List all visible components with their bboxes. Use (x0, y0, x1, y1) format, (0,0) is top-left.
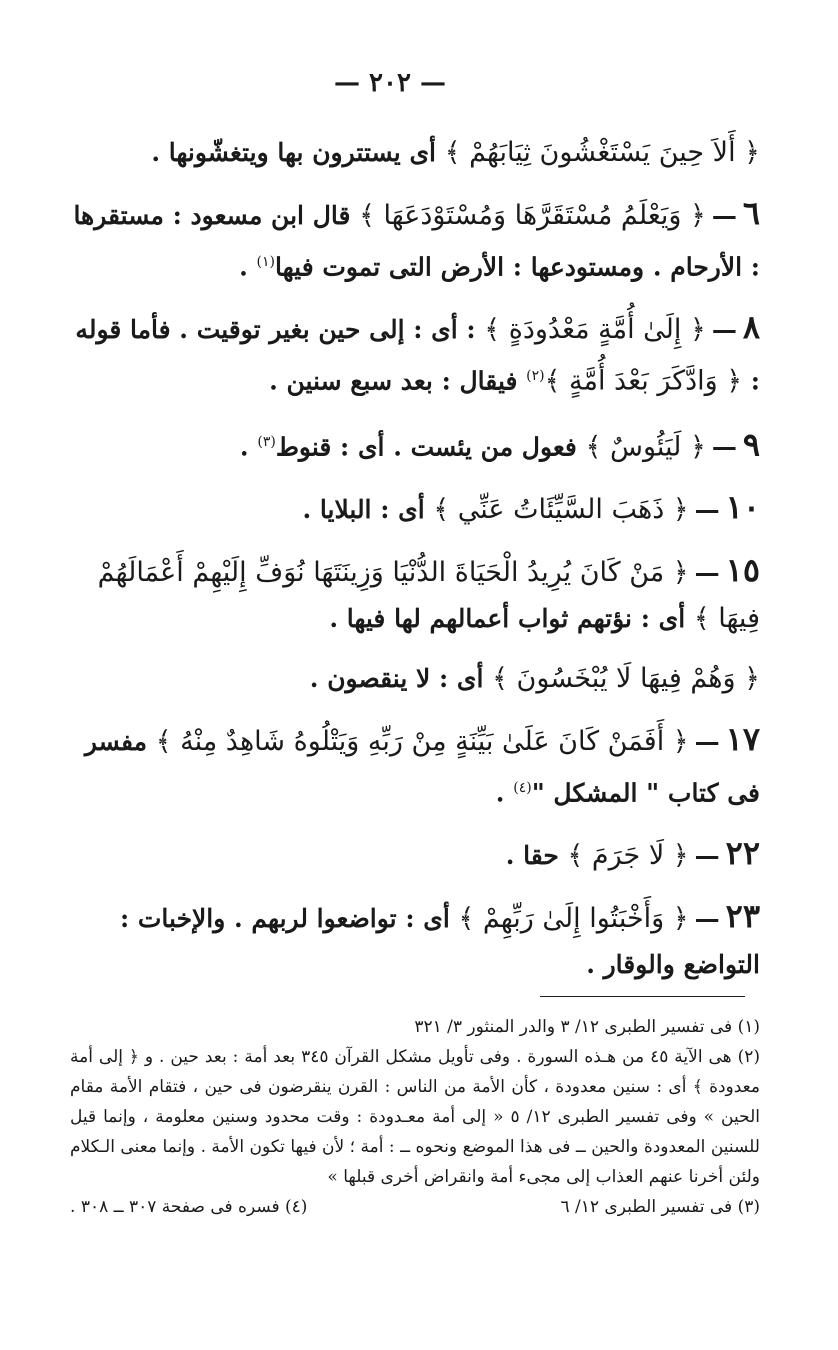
footnote-3: (٣) فى تفسير الطبرى ١٢/ ٦ (560, 1197, 760, 1217)
verse-number: ١٥ (725, 550, 760, 589)
entry-text: أى : نؤتهم ثواب أعمالهم لها فيها . (329, 603, 694, 633)
quran-quote: ﴿ وَهُمْ فِيهَا لَا يُبْخَسُونَ ﴾ (492, 662, 760, 694)
verse-number: ١٠ (725, 487, 760, 526)
entry-text: فعول من يئست . أى : قنوط (275, 431, 586, 461)
quran-quote: ﴿ لَا جَرَمَ ﴾ (567, 840, 689, 872)
quran-quote: ﴿ لَيَئُوسٌ ﴾ (585, 430, 706, 462)
footnote-ref: (٣) (257, 433, 276, 450)
entry-tail: فيقال : بعد سبع سنين . (269, 366, 527, 396)
footnote-ref: (١) (256, 254, 276, 270)
entry-text: : أى : إلى حين بغير توقيت . فأما قوله : (75, 315, 760, 396)
quran-quote: ﴿ وَأَخْبَتُوا إِلَىٰ رَبِّهِمْ ﴾ (458, 903, 689, 935)
footnote-2: (٢) هى الآية ٤٥ من هـذه السورة . وفى تأويل مشكل القرآن ٣٤٥ بعد أمة : بعد حين . و ﴿ إلى أمة معدودة ﴾ أى : سنين معدودة ، كأن الأمة من الناس : القرن ينقرضون فى حين ، فتقام الأمة مقام الحين » وفى تفسير الطبرى ١٢/ ٥ « إلى أمة معـدودة : وقت محدود وسنين معلومة ، وإنما قيل للسنين المعدودة والحين ــ فى هذا الموضع ونحوه ــ : أمة ؛ لأن فيها تكون الأمة . وإنما معنى الـكلام ولئن أخرنا عنهم العذاب إلى مجىء أمة وانقراض أخرى قبلها » (70, 1047, 761, 1187)
entry: ١٠—﴿ ذَهَبَ السَّيِّئَاتُ عَنِّي ﴾ أى : البلايا . (302, 487, 760, 526)
entry-tail: . (239, 252, 257, 282)
entry: ٢٣—﴿ وَأَخْبَتُوا إِلَىٰ رَبِّهِمْ ﴾ أى : تواضعوا لربهم . والإخبات : التواضع والوقار . (119, 897, 760, 980)
page-number: — ٢٠٢ — (333, 68, 447, 98)
footnote-ref: (٢) (526, 368, 545, 385)
footnotes (70, 1012, 760, 1222)
footnote-1: (١) فى تفسير الطبرى ١٢/ ٣ والدر المنثور ٣/ ٣٢١ (414, 1017, 760, 1037)
footnote-ref: (٤) (513, 779, 532, 796)
entry-text: أى : البلايا . (302, 494, 434, 524)
quran-quote: ﴿ أَفَمَنْ كَانَ عَلَىٰ بَيِّنَةٍ مِنْ رَبِّهِ وَيَتْلُوهُ شَاهِدٌ مِنْهُ ﴾ (155, 725, 689, 757)
footnote-row (70, 1192, 760, 1222)
verse-number: ٢٢ (725, 834, 760, 873)
entry-tail: . (495, 778, 514, 808)
verse-number: ٦ (742, 194, 760, 232)
entry (70, 656, 760, 702)
entry: ٨—﴿ إِلَىٰ أُمَّةٍ مَعْدُودَةٍ ﴾ : أى : إلى حين بغير توقيت . فأما قوله : ﴿ وَادَّكَرَ بَعْدَ أُمَّةٍ ﴾$^{(٢)}$ فيقال : بعد سبع سنين . (75, 308, 760, 397)
entry-text: حقا . (505, 841, 568, 871)
quran-quote: ﴿ أَلاَ حِينَ يَسْتَغْشُونَ ثِيَابَهُمْ ﴾ (444, 137, 760, 168)
entry: ١٥—﴿ مَنْ كَانَ يُرِيدُ الْحَيَاةَ الدُّنْيَا وَزِينَتَهَا نُوَفِّ إِلَيْهِمْ أَعْمَالَهُمْ فِيهَا ﴾ أى : نؤتهم ثواب أعمالهم لها فيها . (97, 550, 760, 634)
footnote-divider (540, 996, 745, 997)
quran-quote: ﴿ وَيَعْلَمُ مُسْتَقَرَّهَا وَمُسْتَوْدَعَهَا ﴾ (359, 200, 706, 231)
entry: ٦—﴿ وَيَعْلَمُ مُسْتَقَرَّهَا وَمُسْتَوْدَعَهَا ﴾ قال ابن مسعود : مستقرها : الأرحام . ومستودعها : الأرض التى تموت فيها$^{(١)}$ . (73, 194, 760, 282)
entry-text: أى يستترون بها ويتغشّونها . (151, 138, 445, 167)
quran-quote: ﴿ ذَهَبَ السَّيِّئَاتُ عَنِّي ﴾ (433, 493, 689, 525)
main-text (70, 130, 760, 1002)
entry-text: أى : تواضعوا لربهم . والإخبات : التواضع والوقار . (119, 904, 760, 980)
entry-text: أى : لا ينقصون . (309, 663, 493, 693)
verse-number: ٨ (742, 308, 760, 347)
entry: ٩—﴿ لَيَئُوسٌ ﴾ فعول من يئست . أى : قنوط$^{(٣)}$ . (239, 424, 760, 463)
verse-number: ٢٣ (725, 897, 760, 936)
entry-text: قال ابن مسعود : مستقرها : الأرحام . ومستودعها : الأرض التى تموت فيها (73, 201, 760, 282)
entry-tail: . (239, 431, 258, 461)
entry (70, 130, 760, 176)
verse-number: ٩ (742, 424, 760, 463)
footnote-4: (٤) فسره فى صفحة ٣٠٧ ــ ٣٠٨ . (70, 1197, 308, 1217)
entry-text: مفسر فى كتاب " المشكل " (84, 726, 760, 808)
entry: ٢٢—﴿ لَا جَرَمَ ﴾ حقا . (505, 834, 760, 873)
quran-quote-2: ﴿ وَادَّكَرَ بَعْدَ أُمَّةٍ ﴾ (544, 365, 743, 397)
entry: ١٧—﴿ أَفَمَنْ كَانَ عَلَىٰ بَيِّنَةٍ مِنْ رَبِّهِ وَيَتْلُوهُ شَاهِدٌ مِنْهُ ﴾ مفسر فى كتاب " المشكل "$^{(٤)}$ . (84, 719, 760, 808)
quran-quote: ﴿ إِلَىٰ أُمَّةٍ مَعْدُودَةٍ ﴾ (484, 314, 706, 346)
quran-quote: ﴿ مَنْ كَانَ يُرِيدُ الْحَيَاةَ الدُّنْيَا وَزِينَتَهَا نُوَفِّ إِلَيْهِمْ أَعْمَالَهُمْ فِيهَا ﴾ (97, 556, 760, 634)
verse-number: ١٧ (725, 719, 760, 758)
